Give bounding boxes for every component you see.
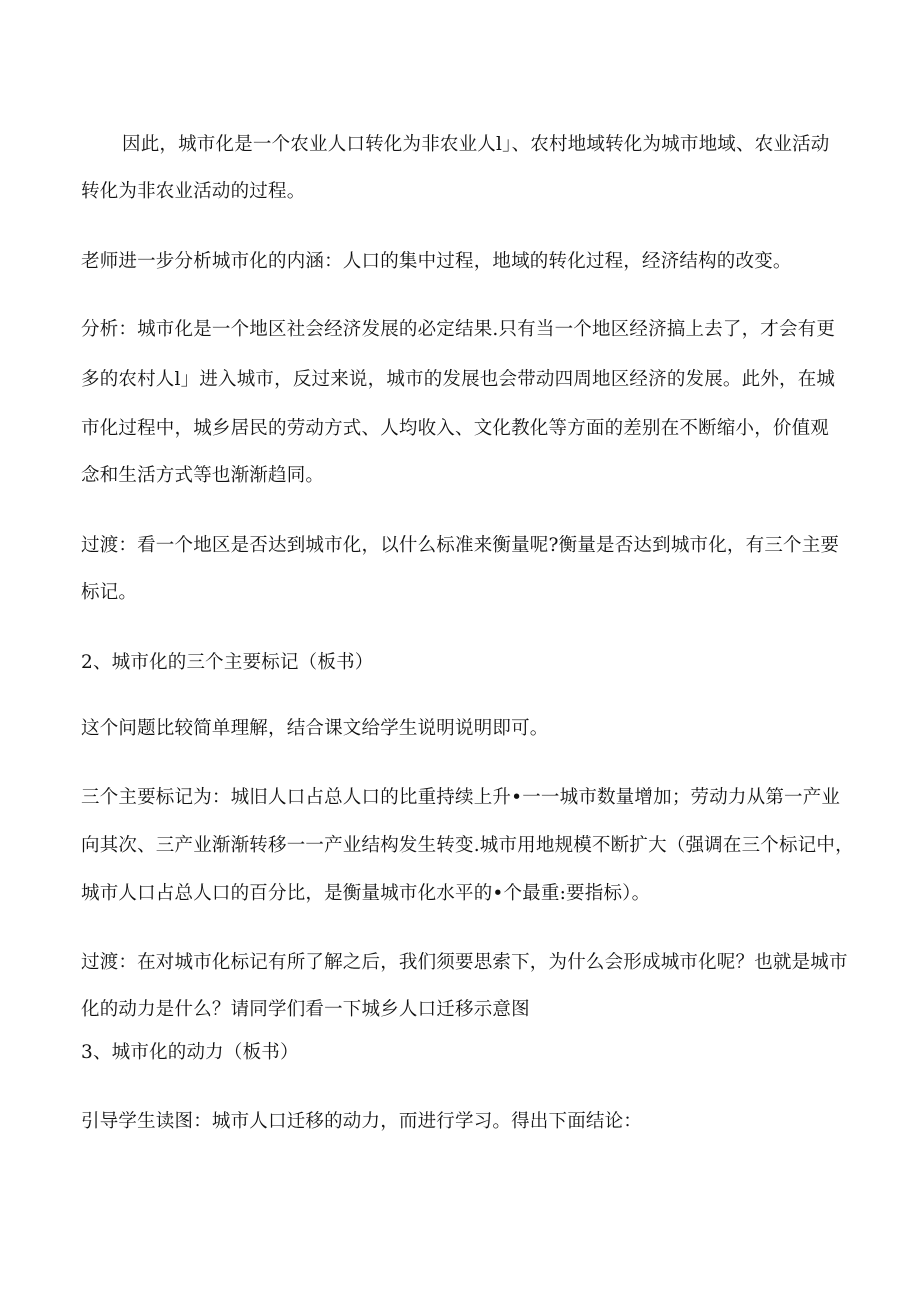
paragraph-4-line-1: 过渡：看一个地区是否达到城市化，以什么标准来衡量呢?衡量是否达到城市化，有三个主要: [81, 535, 840, 556]
paragraph-6-line-1: 这个问题比较简单理解，结合课文给学生说明说明即可。: [81, 718, 549, 739]
paragraph-8-line-1: 过渡：在对城市化标记有所了解之后，我们须要思索下，为什么会形成城市化呢？也就是城市: [81, 952, 848, 973]
paragraph-3-line-2: 多的农村人l」进入城市，反过来说，城市的发展也会带动四周地区经济的发展。此外，在城: [81, 369, 836, 390]
paragraph-3-line-3: 市化过程中，城乡居民的劳动方式、人均收入、文化教化等方面的差别在不断缩小，价值观: [81, 418, 830, 439]
paragraph-1-line-2: 转化为非农业活动的过程。: [81, 181, 306, 202]
paragraph-7-line-1: 三个主要标记为：城旧人口占总人口的比重持续上升•一一城市数量增加；劳动力从第一产业: [81, 787, 841, 808]
paragraph-2-line-1: 老师进一步分析城市化的内涵：人口的集中过程，地域的转化过程，经济结构的改变。: [81, 251, 792, 272]
paragraph-3-line-4: 念和生活方式等也渐渐趋同。: [81, 465, 325, 486]
paragraph-7-line-2: 向其次、三产业渐渐转移一一产业结构发生转变.城市用地规模不断扩大（强调在三个标记中，: [81, 835, 854, 856]
paragraph-4-line-2: 标记。: [81, 582, 138, 603]
paragraph-3-line-1: 分析：城市化是一个地区社会经济发展的必定结果.只有当一个地区经济搞上去了，才会有更: [81, 319, 836, 340]
paragraph-7-line-3: 城市人口占总人口的百分比，是衡量城市化水平的•个最重:要指标）。: [81, 883, 651, 904]
section-heading-3: 3、城市化的动力（板书）: [81, 1042, 299, 1063]
paragraph-8-line-2: 化的动力是什么？请同学们看一下城乡人口迁移示意图: [81, 999, 530, 1020]
paragraph-10-line-1: 引导学生读图：城市人口迁移的动力，而进行学习。得出下面结论：: [81, 1111, 643, 1132]
section-heading-2: 2、城市化的三个主要标记（板书）: [81, 652, 374, 673]
paragraph-1-line-1: 因此，城市化是一个农业人口转化为非农业人l」、农村地域转化为城市地域、农业活动: [122, 134, 830, 155]
